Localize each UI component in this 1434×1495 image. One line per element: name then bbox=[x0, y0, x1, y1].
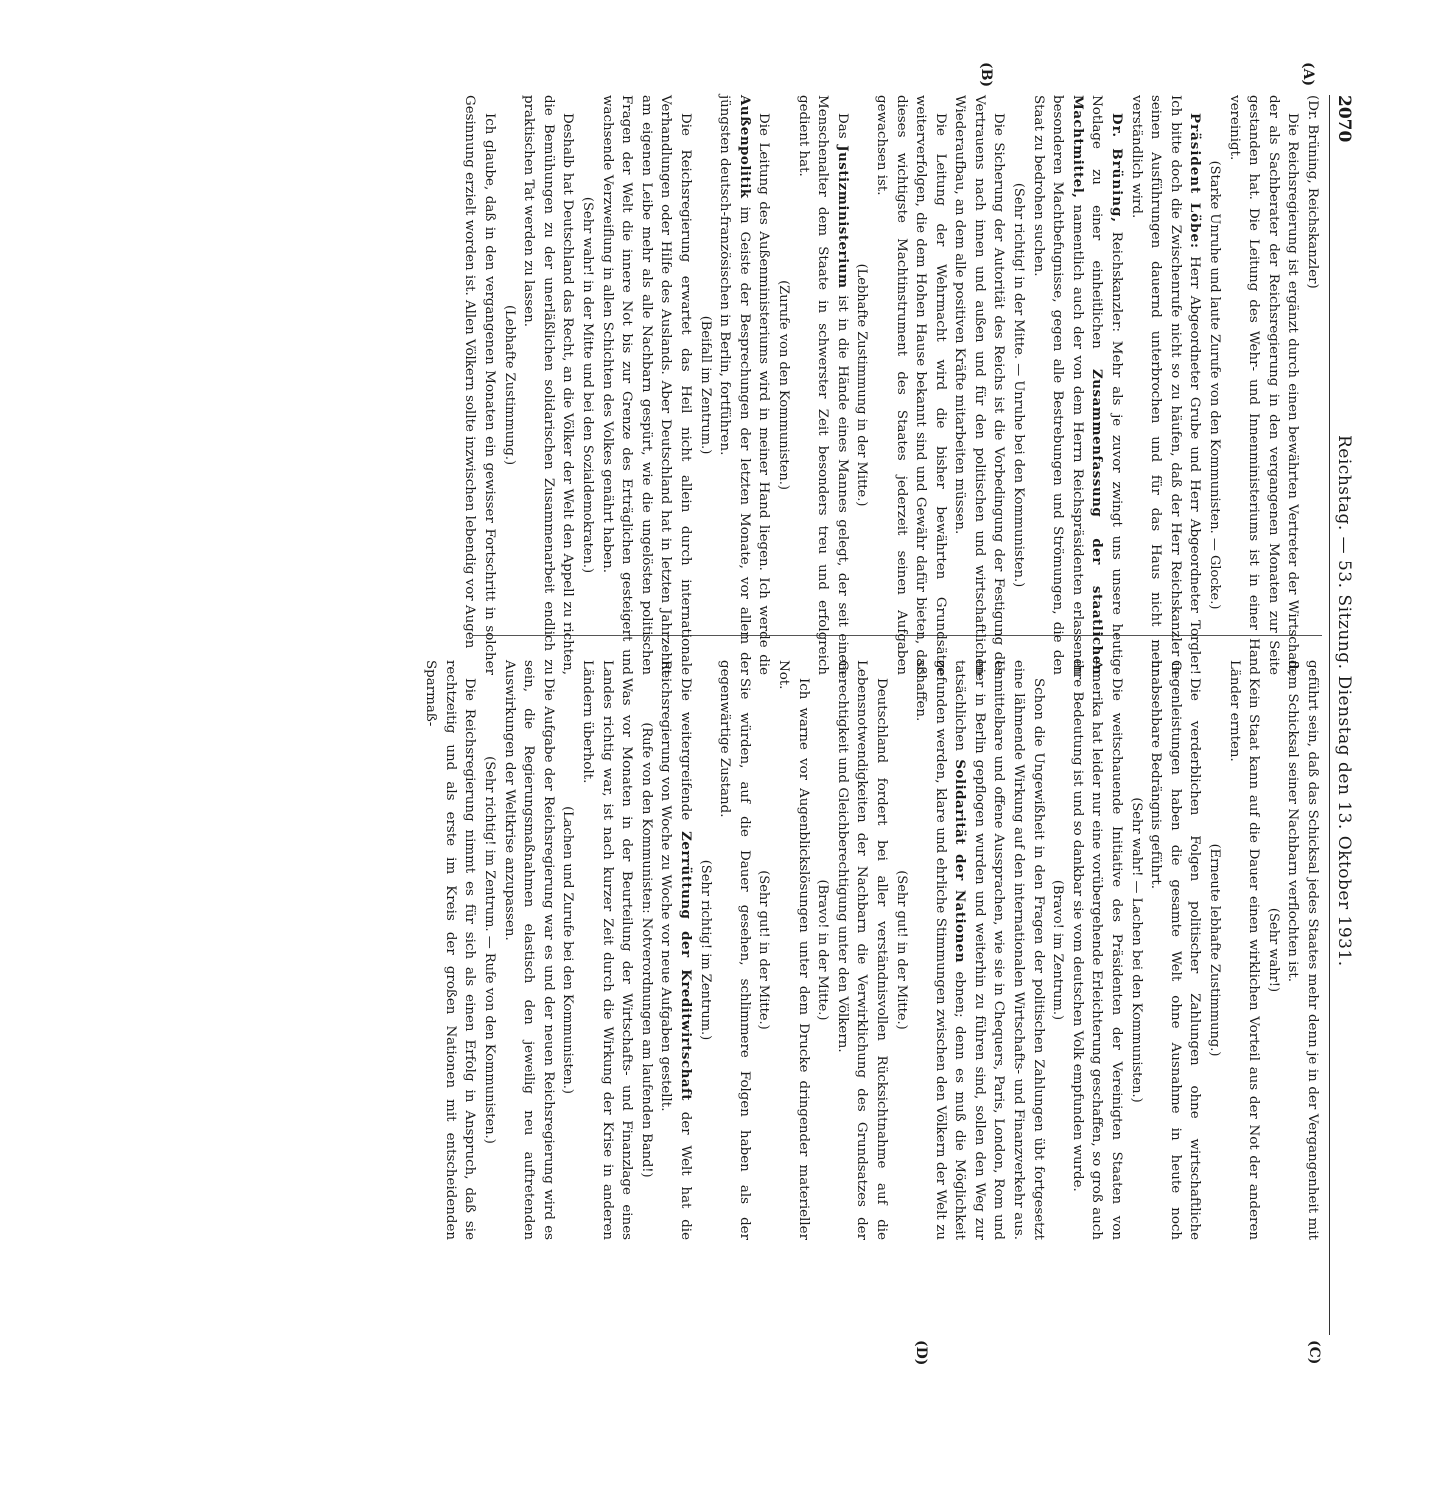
interjection: (Beifall im Zentrum.) bbox=[697, 315, 713, 455]
interjection: (Sehr gut! in der Mitte.) bbox=[756, 870, 772, 1030]
speech-text: Die Leitung des Außenministeriums wird in meiner Hand liegen. Ich werde die bbox=[756, 113, 772, 675]
paragraph: Sie würden, auf die Dauer gesehen, schlimmere Folgen haben als der gegenwärtige Zustand. bbox=[717, 660, 752, 1240]
paragraph: Die Reichsregierung erwartet das Heil nicht allein durch internationale Verhandlungen oder Hilfe des Auslands. Aber Deutschland hat in letzten Jahrzehnt am eigenen Leibe mehr als alle Nachbarn gespürt, wie die ungelösten politischen Fragen der Welt die innere Not bis zur Grenze des Erträglichen gesteigert und wachsende Verzweiflung in allen Schichten des Volkes genährt haben. bbox=[599, 95, 693, 675]
paragraph bbox=[793, 95, 852, 675]
left-column bbox=[460, 95, 1322, 675]
paragraph: Die Leitung der Wehrmacht wird die bisher bewährten Grundsätze weiterverfolgen, die dem Hohen Hause bekannt sind und Gewähr dafür bieten, daß dieses wichtigste Machtinstrument des Staates jederzeit seinen Aufgaben gewachsen ist. bbox=[873, 95, 948, 675]
interjection: (Zurufe von den Kommunisten.) bbox=[775, 280, 791, 490]
interjection: (Sehr wahr!) bbox=[1265, 907, 1281, 993]
paragraph bbox=[1028, 95, 1126, 675]
emphasis: Justizministerium bbox=[834, 145, 851, 289]
page-header bbox=[1330, 95, 1354, 1495]
speech-text: namentlich auch der von dem Herrn Reichspräsidenten erlassenen besonderen Machtbefugnisse, gegen alle Bestrebungen und Strömungen, die den Staat zu bedrohen suchen. bbox=[1030, 95, 1085, 675]
interjection: (Bravo! im Zentrum.) bbox=[1050, 879, 1066, 1021]
interjection: (Sehr wahr! — Lachen bei den Kommunisten.) bbox=[1128, 797, 1144, 1103]
emphasis: Zusammenfassung der staatlichen Machtmittel, bbox=[1069, 95, 1106, 675]
speech-text: ebnen; denn es muß die Möglichkeit gefunden werden, klare und ehrliche Stimmungen zwischen den Völkern der Welt zu schaffen. bbox=[913, 660, 968, 1240]
paragraph: geführt sein, daß das Schicksal jedes Staates mehr denn je in der Vergangenheit mit dem Schicksal seiner Nachbarn verflochten ist. bbox=[1285, 660, 1320, 1240]
paragraph: Die Aufgabe der Reichsregierung war es und der neuen Reichsregierung wird es sein, die Regierungsmaßnahmen elastisch den jeweilig neu auftretenden Auswirkungen der Weltkrise anzupassen. bbox=[501, 660, 556, 1240]
interjection: (Sehr gut! in der Mitte.) bbox=[893, 870, 909, 1030]
paragraph bbox=[1126, 95, 1204, 675]
speaker-name: Dr. Brüning, bbox=[1109, 113, 1126, 223]
speech-text: Die weitergreifende bbox=[678, 678, 693, 821]
paragraph: Deshalb hat Deutschland das Recht, an die Völker der Welt den Appell zu richten, die Bemühungen zu der unerläßlichen solidarischen Zusammenarbeit endlich zu praktischen Tat werden zu lassen. bbox=[521, 95, 576, 675]
paragraph: Ich glaube, daß in den vergangenen Monaten ein gewisser Fortschritt in solcher Gesinnung erzielt worden ist. Allen Völkern sollte inzwischen lebendig vor Augen bbox=[462, 95, 498, 675]
interjection: (Sehr richtig! im Zentrum.) bbox=[697, 859, 713, 1041]
speaker-name: Präsident Löbe: bbox=[1187, 113, 1204, 249]
speaker-role: Reichskanzler: bbox=[1109, 231, 1125, 332]
margin-marker-d: (D) bbox=[913, 1340, 929, 1366]
interjection: (Sehr wahr! in der Mitte und bei den Sozialdemokraten.) bbox=[580, 196, 596, 574]
page-number: 2070 bbox=[1334, 95, 1354, 143]
paragraph bbox=[911, 660, 1048, 1240]
header-title: Reichstag. — 53. Sitzung. Dienstag den 13. Oktober 1931. bbox=[1334, 435, 1354, 967]
paragraph: Was vor Monaten in der Beurteilung der Wirtschafts- und Finanzlage eines Landes richtig war, ist nach kurzer Zeit durch die Wirkung der Krise in anderen Ländern überholt. bbox=[580, 660, 635, 1240]
paragraph: Die verderblichen Folgen politischer Zahlungen ohne wirtschaftliche Gegenleistungen haben die gesamte Welt ohne Ausnahme in heute noch unabsehbare Bedrängnis geführt. bbox=[1148, 660, 1203, 1240]
margin-marker-b: (B) bbox=[978, 62, 994, 88]
paragraph bbox=[715, 95, 774, 675]
paragraph: Ich warne vor Augenblickslösungen unter dem Drucke dringender materieller Not. bbox=[775, 660, 811, 1240]
speech-text: Herr Abgeordneter Grube und Herr Abgeordneter Torgler! Ich bitte doch die Zwischenrufe nicht so zu häufen, daß der Herr Reichskanzler in seinen Ausführungen dauernd unterbrochen und für das Haus nicht mehr verständlich wird. bbox=[1128, 95, 1203, 675]
paragraph bbox=[656, 660, 695, 1240]
emphasis: Außenpolitik bbox=[736, 95, 753, 199]
interjection: (Lebhafte Zustimmung in der Mitte.) bbox=[854, 263, 870, 507]
emphasis: Zerrüttung der Kreditwirtschaft bbox=[678, 831, 694, 1101]
paragraph: Die Sicherung der Autorität des Reichs ist die Vorbedingung der Festigung des Vertrauens nach innen und außen und für den politischen und wirtschaftlichen Wiederaufbau, an dem alle positiven Kräfte mitarbeiten müssen. bbox=[952, 95, 1007, 675]
interjection: (Sehr richtig! in der Mitte. — Unruhe bei den Kommunisten.) bbox=[1011, 182, 1027, 588]
speech-text: Schon die Ungewißheit in den Fragen der politischen Zahlungen übt fortgesetzt eine lähmende Wirkung auf den internationalen Wirtschafts- und Finanzverkehr aus. Unmittelbare und offene Aussprachen, wie sie in Chequers, Paris, London, Rom und hier in Berlin gepflogen wurden und weiterhin zu führen sind, sollen den Weg zur tatsächlichen bbox=[952, 660, 1046, 1240]
interjection: (Bravo! in der Mitte.) bbox=[815, 879, 831, 1021]
emphasis: Solidarität der Nationen bbox=[952, 759, 969, 964]
interjection: (Sehr richtig! im Zentrum. — Rufe von den Kommunisten.) bbox=[482, 756, 498, 1144]
speech-text: Mehr als je zuvor zwingt uns unsere heutige Notlage zu einer einheitlichen bbox=[1089, 95, 1125, 676]
margin-marker-a: (A) bbox=[1300, 62, 1316, 87]
paragraph: Die Reichsregierung ist ergänzt durch einen bewährten Vertreter der Wirtschaft, der als Sachberater der Reichsregierung in den vergangenen Monaten zur Seite gestanden hat. Die Leitung des Wehr- und Innenministeriums ist in einer Hand vereinigt. bbox=[1226, 95, 1301, 675]
paragraph: Deutschland fordert bei aller verständnisvollen Rücksichtnahme auf die Lebensnotwendigkeiten der Nachbarn die Verwirklichung des Grundsatzes der Gerechtigkeit und Gleichberechtigung unter den Völkern. bbox=[834, 660, 889, 1240]
header-rule bbox=[1329, 95, 1330, 1335]
interjection: (Rufe von den Kommunisten: Notverordnungen am laufenden Band!) bbox=[638, 722, 654, 1178]
paragraph: Die weitschauende Initiative des Präsidenten der Vereinigten Staaten von Amerika hat leider nur eine vorübergehende Erleichterung geschaffen, so groß auch ihre Bedeutung ist und so dankbar sie vom deutschen Volk empfunden wurde. bbox=[1069, 660, 1125, 1240]
speech-text: Das bbox=[834, 113, 850, 139]
interjection: (Starke Unruhe und laute Zurufe von den Kommunisten. — Glocke.) bbox=[1207, 160, 1223, 610]
speaker-continuation: (Dr. Brüning, Reichskanzler) bbox=[1305, 95, 1320, 289]
speech-text: ist in die Hände eines Mannes gelegt, der seit einem Menschenalter dem Staate in schwerster Zeit besonders treu und erfolgreich gedient hat. bbox=[795, 95, 850, 675]
paragraph: Die Reichsregierung nimmt es für sich als einen Erfolg in Anspruch, daß sie rechtzeitig und als erste im Kreis der großen Nationen mit entscheidenden Sparmaß- bbox=[423, 660, 478, 1240]
speech-text: der Welt hat die Reichsregierung von Woche zu Woche vor neue Aufgaben gestellt. bbox=[658, 660, 693, 1240]
paragraph: Kein Staat kann auf die Dauer einen wirklichen Vorteil aus der Not der anderen Länder ernten. bbox=[1226, 660, 1262, 1240]
interjection: (Erneute lebhafte Zustimmung.) bbox=[1207, 843, 1223, 1057]
interjection: (Lachen und Zurufe bei den Kommunisten.) bbox=[560, 806, 576, 1094]
interjection: (Lebhafte Zustimmung.) bbox=[501, 304, 517, 466]
right-column bbox=[421, 660, 1322, 1240]
margin-marker-c: (C) bbox=[1306, 1340, 1322, 1365]
speech-text: im Geiste der Besprechungen der letzten Monate, vor allem der jüngsten deutsch-französischen in Berlin, fortführen. bbox=[717, 95, 752, 675]
